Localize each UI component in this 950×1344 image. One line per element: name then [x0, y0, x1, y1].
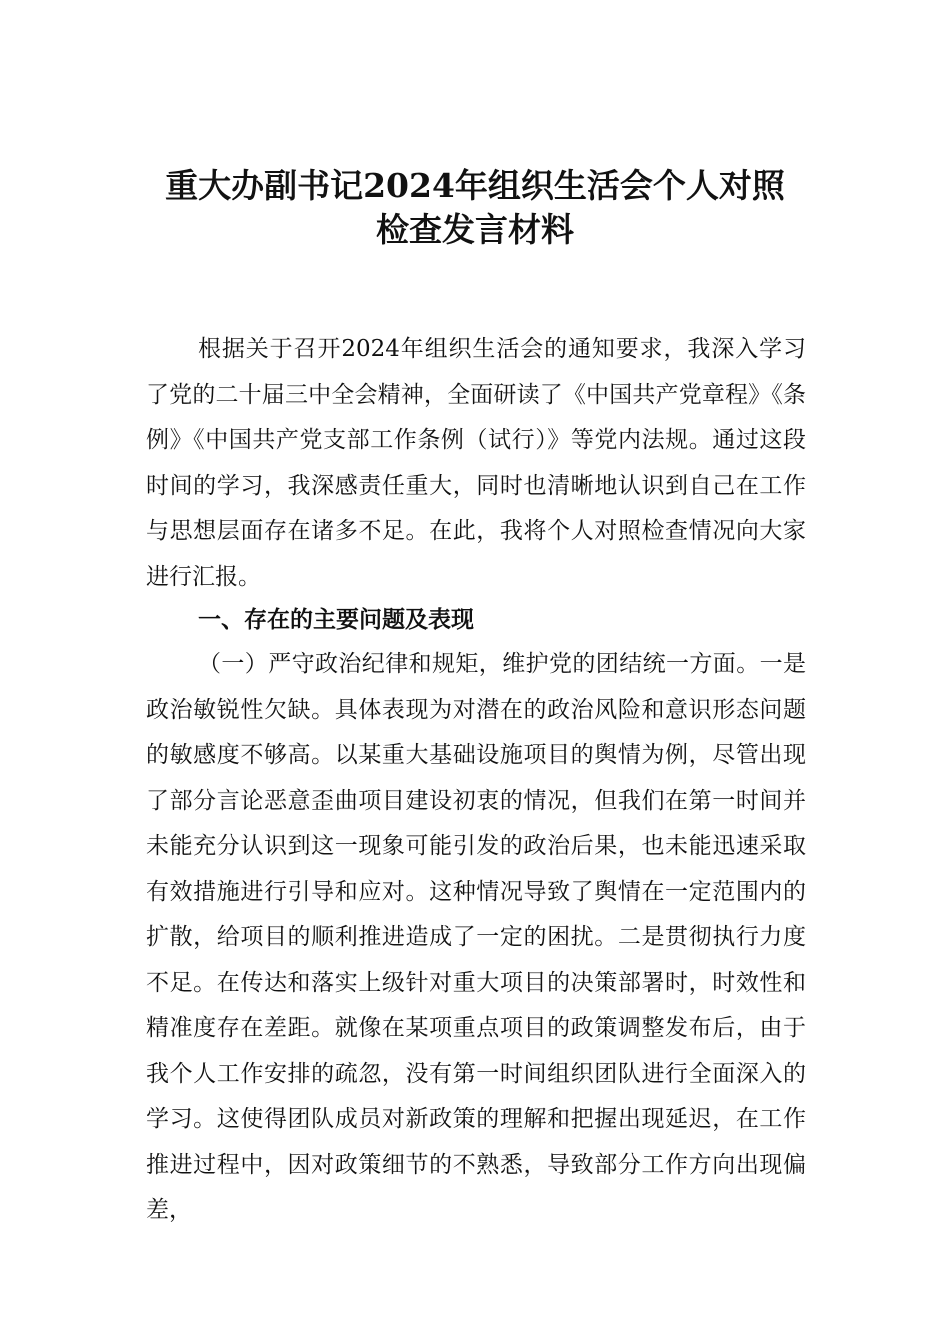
subsection-heading: （一）严守政治纪律和规矩，维护党的团结统一方面。 [198, 651, 760, 677]
section-heading: 一、存在的主要问题及表现 [198, 607, 474, 633]
document-title-line-1: 重大办副书记2024年组织生活会个人对照 [165, 166, 785, 205]
section-paragraph [146, 642, 806, 1234]
document-title-line-2: 检查发言材料 [376, 210, 574, 249]
section-body-text: 一是政治敏锐性欠缺。具体表现为对潜在的政治风险和意识形态问题的敏感度不够高。以某重大基础设施项目的舆情为例，尽管出现了部分言论恶意歪曲项目建设初衷的情况，但我们在第一时间并未能充分认识到这一现象可能引发的政治后果，也未能迅速采取有效措施进行引导和应对。这种情况导致了舆情在一定范围内的扩散，给项目的顺利推进造成了一定的困扰。二是贯彻执行力度不足。在传达和落实上级针对重大项目的决策部署时，时效性和精准度存在差距。就像在某项重点项目的政策调整发布后，由于我个人工作安排的疏忽，没有第一时间组织团队进行全面深入的学习。这使得团队成员对新政策的理解和把握出现延迟，在工作推进过程中，因对政策细节的不熟悉，导致部分工作方向出现偏差， [146, 651, 807, 1223]
intro-paragraph: 根据关于召开2024年组织生活会的通知要求，我深入学习了党的二十届三中全会精神，全面研读了《中国共产党章程》《条例》《中国共产党支部工作条例（试行）》等党内法规。通过这段时间的学习，我深感责任重大，同时也清晰地认识到自己在工作与思想层面存在诸多不足。在此，我将个人对照检查情况向大家进行汇报。 [146, 336, 806, 590]
